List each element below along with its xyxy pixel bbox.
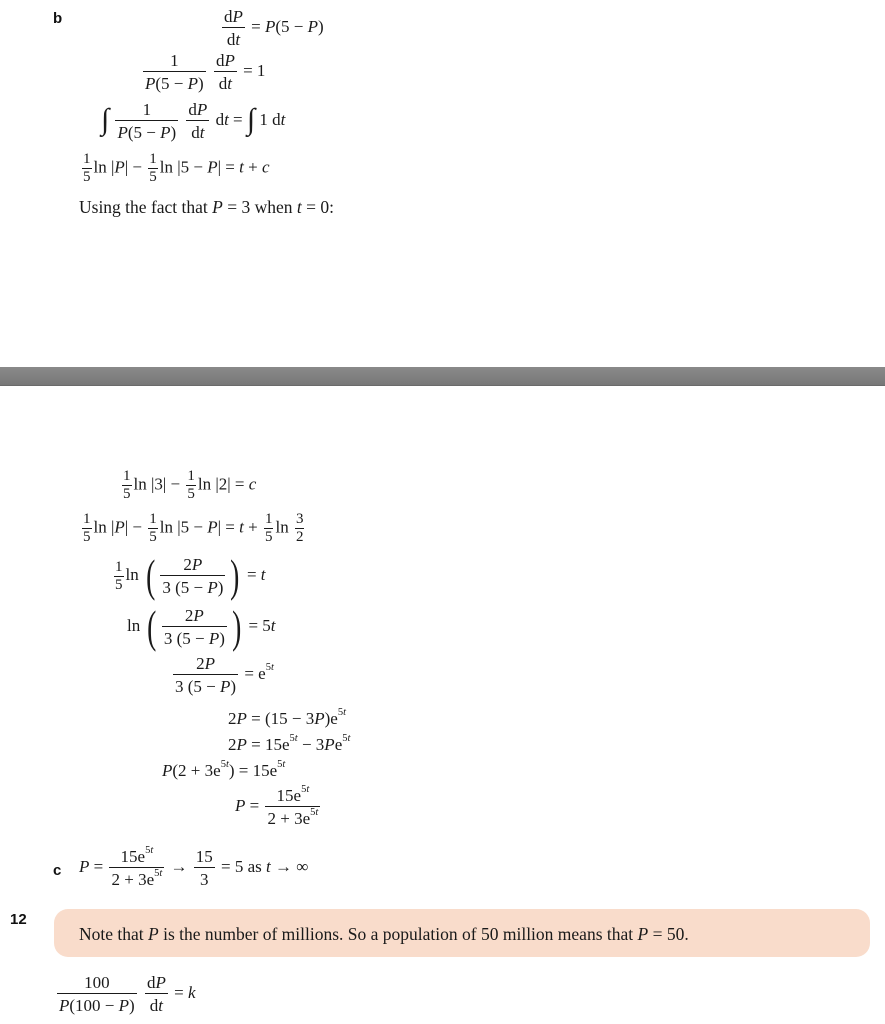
question-number: 12 (10, 911, 27, 928)
equation-limit: P = $\frac{15e^{5t}}{2 + 3e^{5t}}$ → $\frac{15}{3}$ = 5 as t → ∞ (79, 845, 309, 889)
text-fragment: when (250, 197, 297, 217)
equation-expand-2: $2P = 15e^{5t} - 3Pe^{5t}$ (228, 733, 351, 754)
text-fragment: is the number of millions. So a population of 50 million means that (158, 924, 638, 944)
equation-log-general: $\frac{1}{5}$ ln |P| − $\frac{1}{5}$ ln |5 − P| = t + c (83, 151, 270, 185)
equation-log-particular: $\frac{1}{5}$ ln |P| − $\frac{1}{5}$ ln |5 − P| = t + $\frac{1}{5}$ ln $\frac{3}{2}$ (83, 511, 304, 545)
page-divider (0, 367, 885, 386)
equation-solution: P = $\frac{15e^{5t}}{2 + 3e^{5t}}$ (235, 784, 319, 828)
equation-rate: $\frac{dP}{dt}$ = P(5 − P) (224, 7, 324, 49)
text-fragment: . (684, 924, 689, 944)
equation-expand-1: $2P = (15 - 3P)e^{5t}$ (228, 707, 347, 728)
text-fragment: : (329, 197, 335, 217)
part-b-label: b (53, 10, 63, 27)
note-text: Note that P is the number of millions. So a population of 50 million means that P = 50. (79, 924, 689, 944)
equation-factor: $P(2 + 3e^{5t}) = 15e^{5t}$ (162, 759, 286, 780)
equation-constant: $\frac{1}{5}$ ln |3| − $\frac{1}{5}$ ln |2| = c (123, 468, 257, 502)
equation-integral: ∫ $\frac{1}{P(5 - P)}$ $\frac{dP}{dt}$ dt = ∫ 1 dt (101, 100, 286, 142)
equation-separated: $\frac{1}{P(5 - P)}$ $\frac{dP}{dt}$ = 1 (145, 51, 266, 93)
text-fragment: Using the fact that (79, 197, 213, 217)
equation-logistic-k: $\frac{100}{P(100 - P)}$ $\frac{dP}{dt}$ = k (59, 973, 196, 1015)
part-c-label: c (53, 862, 62, 879)
note-box (54, 909, 870, 957)
equation-log-5t: ln ( $\frac{2P}{3 (5 - P)}$ ) = 5t (127, 601, 276, 652)
initial-condition-text: Using the fact that P = 3 when t = 0: (79, 197, 335, 217)
equation-log-combined: $\frac{1}{5}$ ln ( $\frac{2P}{3 (5 - P)}$ ) = t (115, 550, 266, 601)
equation-exponential: $\frac{2P}{3 (5 - P)}$ = $e^{5t}$ (175, 654, 274, 696)
text-fragment: Note that (79, 924, 149, 944)
